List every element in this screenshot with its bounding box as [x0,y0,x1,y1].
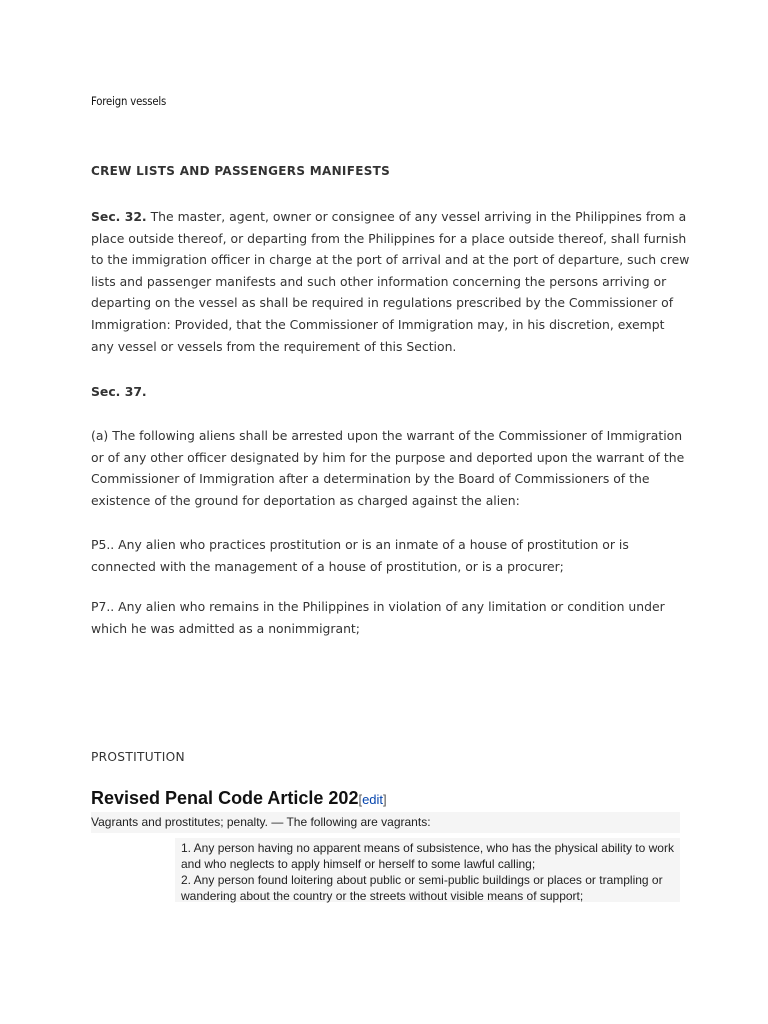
vagrants-intro: Vagrants and prostitutes; penalty. — The following are vagrants: [91,812,680,833]
edit-bracket-close: ] [383,792,387,807]
edit-bracket-open: [ [358,792,363,807]
section-37-label: Sec. 37. [91,384,147,399]
paragraph-p5: P5.. Any alien who practices prostitution or is an inmate of a house of prostitution or is connected with the management of a house of prostitution, or is a procurer; [91,537,629,574]
list-item: 2. Any person found loitering about public or semi-public buildings or places or trampling or wandering about the country or the streets without visible means of support; [181,873,663,903]
vagrants-list [175,838,680,902]
paragraph-a: (a) The following aliens shall be arrested upon the warrant of the Commissioner of Immigration or of any other officer designated by him for the purpose and deported upon the warrant of the Commissioner of Immigration after a determination by the Board of Commissioners of the existence of the ground for deportation as charged against the alien: [91,428,685,508]
section-32-label: Sec. 32. [91,209,147,224]
edit-link[interactable]: edit [362,792,384,807]
prostitution-heading: PROSTITUTION [91,750,185,764]
paragraph-p7: P7.. Any alien who remains in the Philippines in violation of any limitation or condition under which he was admitted as a nonimmigrant; [91,599,665,636]
section-32-paragraph [91,206,691,357]
article-202-title [91,788,387,809]
list-item: 1. Any person having no apparent means of subsistence, who has the physical ability to work and who neglects to apply himself or herself to some lawful calling; [181,841,674,871]
crew-lists-title: CREW LISTS AND PASSENGERS MANIFESTS [91,164,391,178]
section-32-text: The master, agent, owner or consignee of any vessel arriving in the Philippines from a place outside thereof, or departing from the Philippines for a place outside thereof, shall furnish to the immigration officer in charge at the port of arrival and at the port of departure, such crew lists and passenger manifests and such other information concerning the persons arriving or departing on the vessel as shall be required in regulations prescribed by the Commissioner of Immigration: Provided, that the Commissioner of Immigration may, in his discretion, exempt any vessel or vessels from the requirement of this Section. [91,209,690,354]
foreign-vessels-heading: Foreign vessels [91,94,167,108]
article-202-title-text: Revised Penal Code Article 202 [91,788,359,808]
